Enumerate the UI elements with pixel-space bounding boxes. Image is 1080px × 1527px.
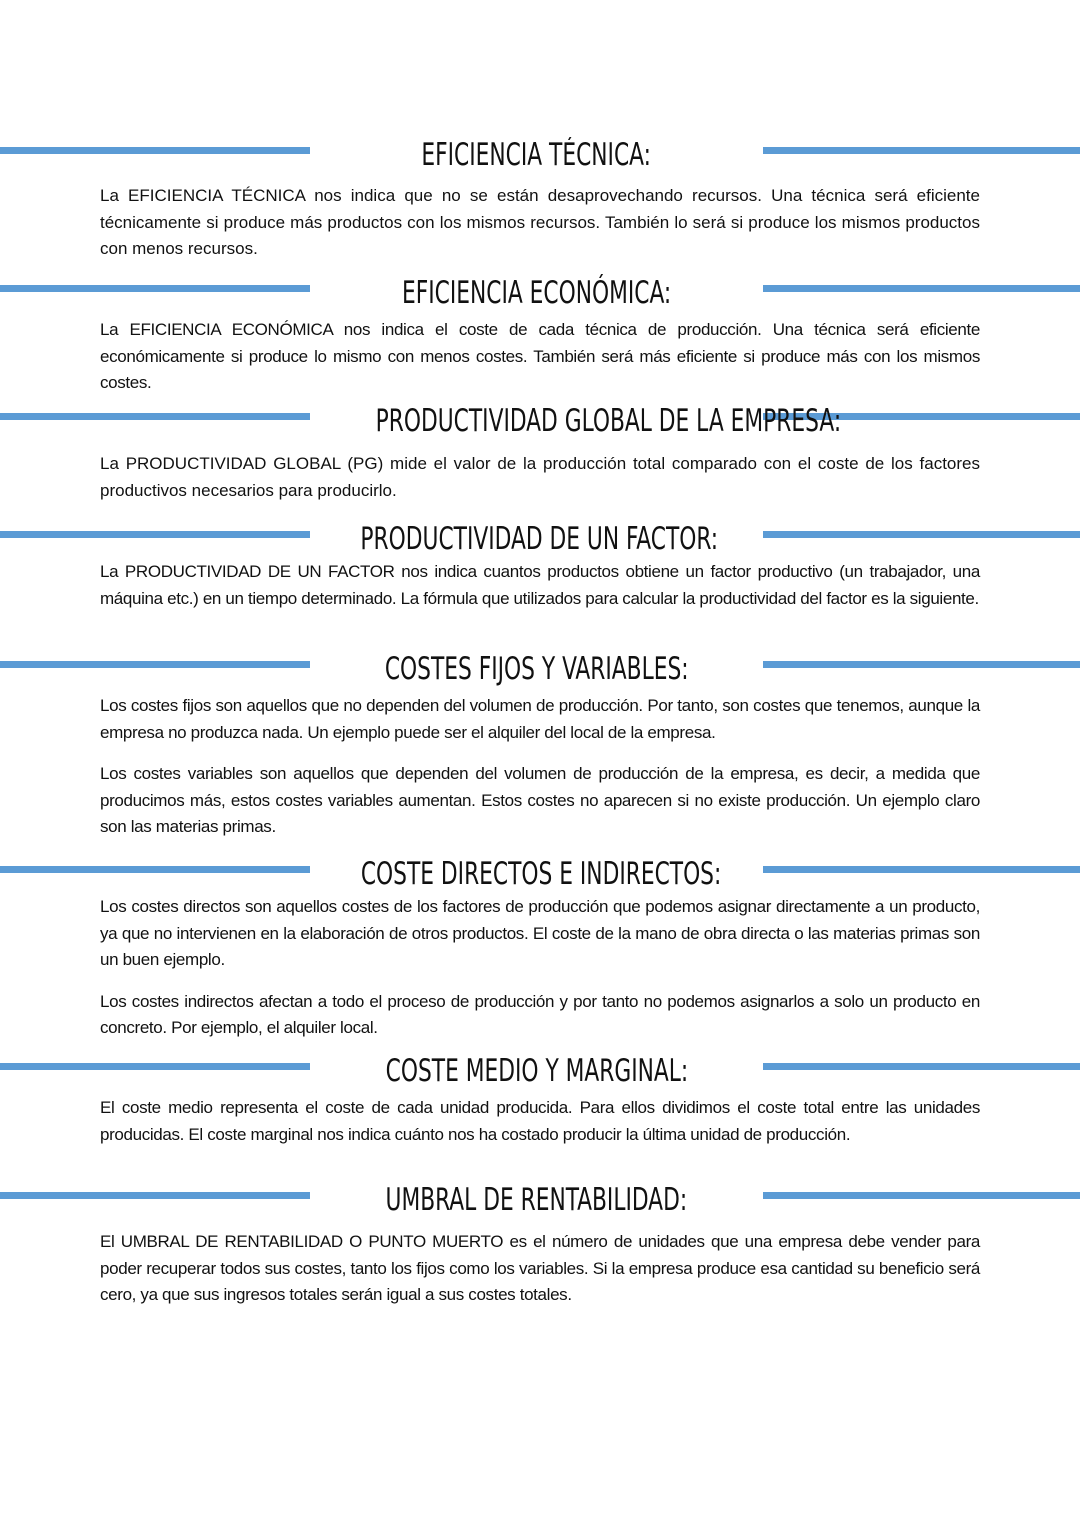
divider-line-right [763, 1063, 1080, 1070]
divider-line-left [0, 1192, 310, 1199]
divider-line-left [0, 147, 310, 154]
divider-line-right [763, 866, 1080, 873]
divider-line-left [0, 285, 310, 292]
section-body [100, 451, 980, 504]
section-body [100, 317, 980, 397]
section-body [100, 693, 980, 841]
paragraph: La EFICIENCIA TÉCNICA nos indica que no se están desaprovechando recursos. Una técnica será eficiente técnicamente si produce más productos con los mismos recursos. También lo será si produce los mismos productos con menos recursos. [100, 186, 980, 258]
paragraph: La PRODUCTIVIDAD DE UN FACTOR nos indica cuantos productos obtiene un factor productivo (un trabajador, una máquina etc.) en un tiempo determinado. La fórmula que utilizados para calcular la productividad del factor es la siguiente. [100, 562, 980, 608]
paragraph: El UMBRAL DE RENTABILIDAD O PUNTO MUERTO es el número de unidades que una empresa debe vender para poder recuperar todos sus costes, tanto los fijos como los variables. Si la empresa produce esa cantidad su beneficio será cero, ya que sus ingresos totales serán igual a sus costes totales. [100, 1232, 980, 1304]
divider-line-right [763, 1192, 1080, 1199]
section-heading: EFICIENCIA TÉCNICA: [421, 137, 652, 173]
section-heading: COSTE DIRECTOS E INDIRECTOS: [360, 856, 722, 892]
divider-line-left [0, 661, 310, 668]
paragraph: El coste medio representa el coste de cada unidad producida. Para ellos dividimos el coste total entre las unidades producidas. El coste marginal nos indica cuánto nos ha costado producir la última unidad de producción. [100, 1098, 980, 1144]
section-body [100, 559, 980, 612]
section-body [100, 894, 980, 1042]
paragraph: Los costes directos son aquellos costes de los factores de producción que podemos asignar directamente a un producto, ya que no intervienen en la elaboración de otros productos. El coste de la mano de obra directa o las materias primas son un buen ejemplo. [100, 897, 980, 969]
paragraph: Los costes indirectos afectan a todo el proceso de producción y por tanto no podemos asignarlos a solo un producto en concreto. Por ejemplo, el alquiler local. [100, 991, 980, 1037]
paragraph: Los costes variables son aquellos que dependen del volumen de producción de la empresa, es decir, a medida que producimos más, estos costes variables aumentan. Estos costes no aparecen si no existe producción. Un ejemplo claro son las materias primas. [100, 764, 980, 836]
section-body [100, 183, 980, 263]
paragraph: Los costes fijos son aquellos que no dependen del volumen de producción. Por tanto, son costes que tenemos, aunque la empresa no produzca nada. Un ejemplo puede ser el alquiler del local de la empresa. [100, 696, 980, 742]
divider-line-left [0, 1063, 310, 1070]
section-heading: PRODUCTIVIDAD DE UN FACTOR: [360, 521, 719, 557]
paragraph: La PRODUCTIVIDAD GLOBAL (PG) mide el valor de la producción total comparado con el coste de los factores productivos necesarios para producirlo. [100, 454, 980, 500]
section-body [100, 1095, 980, 1148]
divider-line-right [763, 147, 1080, 154]
section-body [100, 1229, 980, 1309]
paragraph: La EFICIENCIA ECONÓMICA nos indica el coste de cada técnica de producción. Una técnica será eficiente económicamente si produce lo mismo con menos costes. También será más eficiente si produce más con los mismos costes. [100, 320, 980, 392]
divider-line-right [763, 531, 1080, 538]
divider-line-left [0, 531, 310, 538]
divider-line-left [0, 866, 310, 873]
section-heading: UMBRAL DE RENTABILIDAD: [385, 1182, 688, 1218]
divider-line-left [0, 413, 310, 420]
section-heading: COSTE MEDIO Y MARGINAL: [385, 1053, 688, 1089]
section-heading: EFICIENCIA ECONÓMICA: [401, 275, 672, 311]
section-heading: PRODUCTIVIDAD GLOBAL DE LA EMPRESA: [375, 403, 842, 439]
divider-line-right [763, 285, 1080, 292]
section-heading: COSTES FIJOS Y VARIABLES: [384, 651, 689, 687]
divider-line-right [763, 661, 1080, 668]
